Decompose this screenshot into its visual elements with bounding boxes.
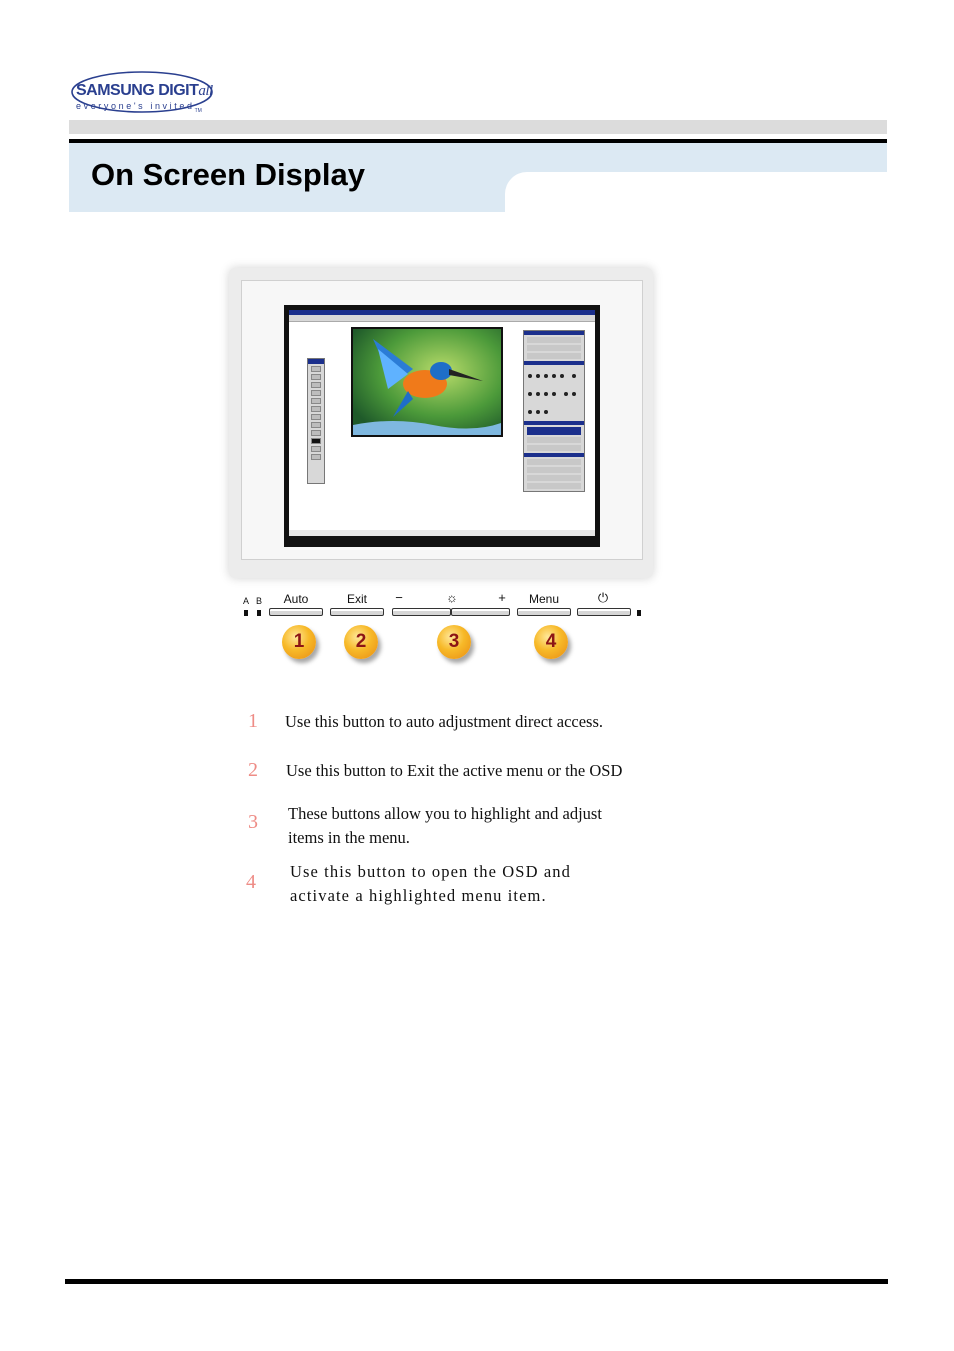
minus-button[interactable]: [392, 608, 451, 616]
led-b-icon: [257, 610, 261, 616]
auto-button[interactable]: [269, 608, 323, 616]
power-led-icon: [637, 610, 641, 616]
description-number: 3: [248, 811, 258, 833]
ab-label-a: A: [243, 596, 250, 606]
description-number: 1: [248, 710, 258, 732]
badge-4: 4: [534, 625, 568, 659]
description-number: 4: [246, 871, 256, 893]
footer-rule: [65, 1279, 888, 1284]
power-button[interactable]: [577, 608, 631, 616]
plus-icon: +: [498, 590, 506, 605]
description-text: Use this button to open the OSD and: [290, 862, 571, 881]
description-text: Use this button to Exit the active menu or the OSD: [286, 761, 623, 780]
toolbox-panel-icon: [307, 358, 325, 484]
control-panel: [229, 578, 653, 688]
page-title: On Screen Display: [91, 157, 365, 192]
minus-icon: −: [395, 590, 403, 605]
description-text: These buttons allow you to highlight and adjust: [288, 804, 602, 823]
monitor-bezel: [229, 268, 653, 578]
led-a-icon: [244, 610, 248, 616]
power-icon: ⏻: [597, 590, 609, 605]
samsung-logo: [70, 70, 220, 120]
monitor-screen: [284, 305, 600, 547]
ab-label-b: B: [256, 596, 263, 606]
monitor-illustration: [205, 250, 675, 695]
badge-2: 2: [344, 625, 378, 659]
menu-button[interactable]: [517, 608, 571, 616]
badge-1: 1: [282, 625, 316, 659]
exit-button[interactable]: [330, 608, 384, 616]
layers-palette-icon: [523, 330, 585, 492]
brightness-icon: ☼: [446, 590, 458, 605]
description-text: activate a highlighted menu item.: [290, 886, 547, 905]
kingfisher-image: [351, 327, 503, 437]
auto-label: Auto: [283, 592, 309, 606]
description-number: 2: [248, 759, 258, 781]
exit-label: Exit: [346, 592, 367, 606]
badge-3: 3: [437, 625, 471, 659]
description-text: Use this button to auto adjustment direct access.: [285, 712, 604, 731]
header-grey-bar: [69, 120, 887, 134]
logo-brand: SAMSUNG DIGITall: [76, 82, 213, 99]
description-text: items in the menu.: [288, 828, 410, 847]
plus-button[interactable]: [451, 608, 510, 616]
logo-tagline: everyone's invited$_{TM}$: [76, 101, 202, 114]
title-band: [69, 143, 887, 212]
menu-label: Menu: [528, 592, 560, 606]
